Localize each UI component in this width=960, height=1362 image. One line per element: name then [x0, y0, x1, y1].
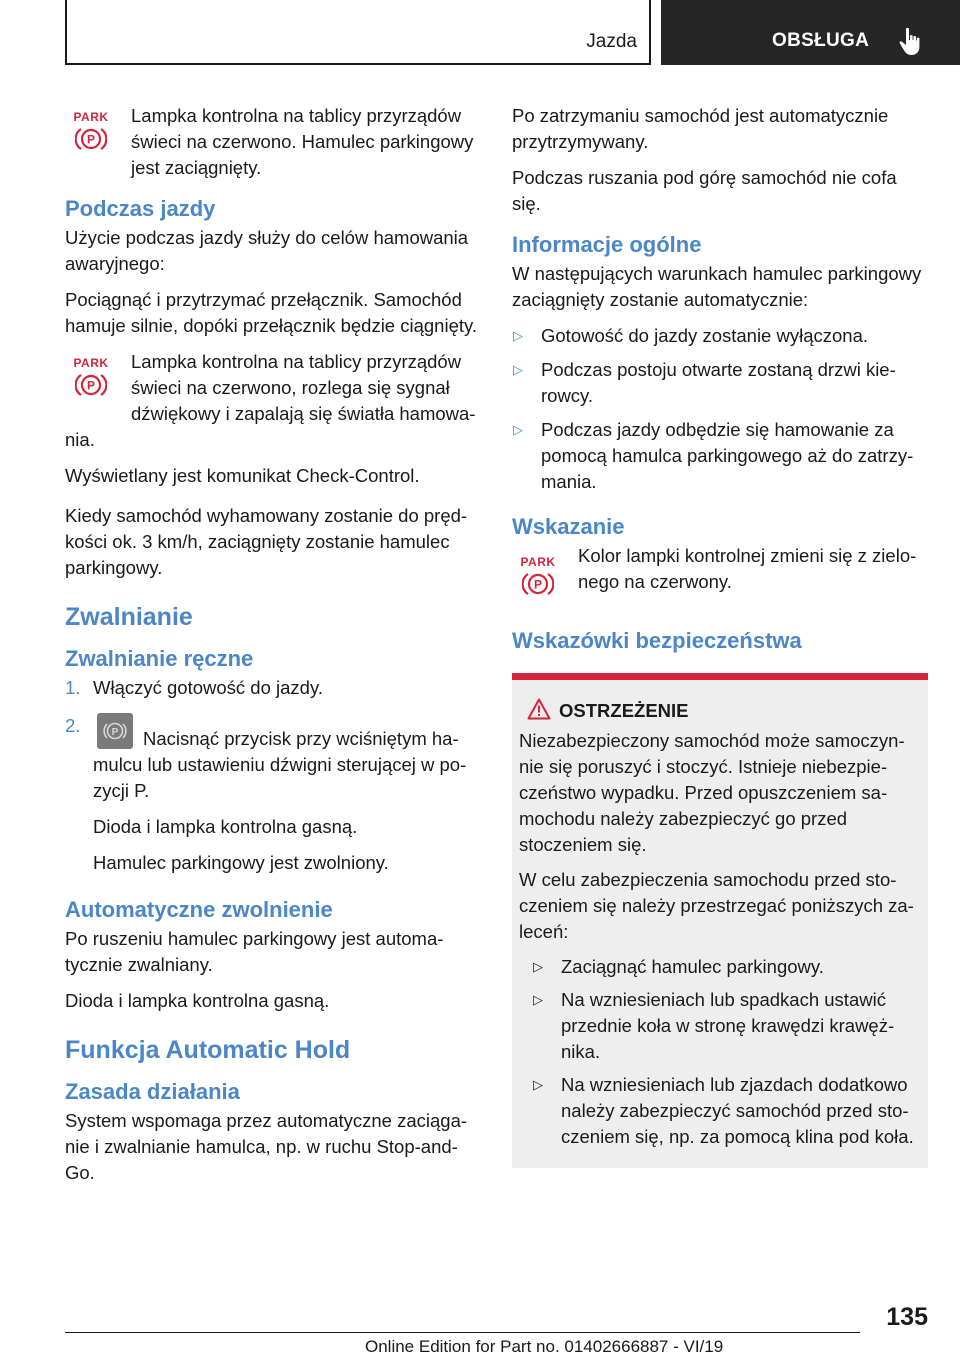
chapter-tab-label: OBSŁUGA [772, 30, 870, 51]
heading-zasada-dzialania: Zasada działania [65, 1079, 240, 1104]
list-item-text: Gotowość do jazdy zostanie wyłączona. [541, 325, 869, 346]
warning-header [519, 698, 920, 724]
warning-box [512, 673, 928, 1168]
park-note-1-text: Lampka kontrolna na tablicy przyrządów świeci na czerwono. Hamulec parkingowy jest zaciągnięty. [131, 105, 474, 178]
park-brake-warning-icon [518, 555, 558, 603]
svg-text:P: P [533, 577, 543, 592]
heading-zwalnianie: Zwalnianie [65, 603, 193, 631]
park-brake-circle-icon [75, 372, 107, 398]
heading-podczas-jazdy: Podczas jazdy [65, 196, 216, 221]
park-icon-label: PARK [73, 356, 109, 370]
parking-brake-button-icon [97, 713, 133, 749]
paragraph: Użycie podczas jazdy służy do celów hamowania awaryjnego: [65, 227, 469, 274]
step-note: Dioda i lampka kontrolna gasną. [93, 816, 358, 837]
step-number: 2. [65, 715, 81, 736]
heading-informacje-ogolne: Informacje ogólne [512, 232, 702, 257]
header-frame [65, 0, 651, 65]
list-item [512, 417, 928, 495]
park-note-1 [65, 103, 480, 181]
park-brake-circle-icon [522, 571, 554, 597]
heading-automatic-hold: Funkcja Automatic Hold [65, 1036, 351, 1064]
list-item [512, 357, 928, 409]
park-brake-circle-icon [75, 126, 107, 152]
warning-list-item [519, 987, 920, 1065]
svg-text:P: P [86, 132, 96, 147]
warning-title: OSTRZEŻENIE [559, 700, 689, 721]
footer-divider [65, 1332, 860, 1333]
heading-wskazanie: Wskazanie [512, 514, 625, 539]
paragraph: Po zatrzymaniu samochód jest automatycznie przytrzymywany. [512, 105, 889, 152]
page-header [0, 0, 960, 66]
park-icon-label: PARK [520, 555, 556, 569]
park-icon-wrap [65, 349, 131, 419]
step-item [65, 713, 480, 876]
paragraph: Pociągnąć i przytrzymać przełącznik. Samochód hamuje silnie, dopóki przełącznik będzie ciągnięty. [65, 289, 478, 336]
park-note-3 [512, 543, 928, 613]
warning-triangle-icon [527, 698, 551, 720]
warning-paragraph: W celu zabezpieczenia samochodu przed stoczeniem się należy przestrzegać poniższych zaleceń: [519, 869, 914, 942]
heading-wskazowki-bezpieczenstwa: Wskazówki bezpieczeństwa [512, 628, 802, 653]
bullet-triangle-icon: ▷ [513, 422, 523, 437]
paragraph: Wyświetlany jest komunikat Check-Control. [65, 465, 420, 486]
right-column [512, 103, 928, 1168]
section-title: Jazda [586, 31, 637, 52]
park-note-2-text: Lampka kontrolna na tablicy przyrządów świeci na czerwono, rozlega się sygnał dźwiękowy i zapalają się światła hamowania. [65, 351, 476, 450]
park-brake-warning-icon [71, 356, 111, 404]
heading-automatyczne-zwolnienie: Automatyczne zwolnienie [65, 897, 333, 922]
page-number: 135 [886, 1303, 928, 1331]
step-text: Nacisnąć przycisk przy wciśniętym hamulcu lub ustawieniu dźwigni sterującej w pozycji P. [93, 728, 467, 801]
step-number: 1. [65, 677, 81, 698]
step-item [65, 675, 480, 701]
paragraph: Po ruszeniu hamulec parkingowy jest automatycznie zwalniany. [65, 928, 444, 975]
park-icon-label: PARK [73, 110, 109, 124]
list-item-text: Podczas jazdy odbędzie się hamowanie za pomocą hamulca parkingowego aż do zatrzymania. [541, 419, 914, 492]
list-item-text: Na wzniesieniach lub zjazdach dodatkowo należy zabezpieczyć samochód przed stoczeniem się, np. za pomocą klina pod koła. [561, 1074, 914, 1147]
paragraph: Kiedy samochód wyhamowany zostanie do prędkości ok. 3 km/h, zaciągnięty zostanie hamulec parkingowy. [65, 505, 468, 578]
paragraph: W następujących warunkach hamulec parkingowy zaciągnięty zostanie automatycznie: [512, 263, 922, 310]
list-item-text: Na wzniesieniach lub spadkach ustawić przednie koła w stronę krawędzi krawężnika. [561, 989, 895, 1062]
bullet-triangle-icon: ▷ [533, 959, 543, 974]
warning-list-item [519, 1072, 920, 1150]
list-item-text: Zaciągnąć hamulec parkingowy. [561, 956, 824, 977]
warning-paragraph: Niezabezpieczony samochód może samoczynnie się poruszyć i stoczyć. Istnieje niebezpieczeństwo wypadku. Przed opuszczeniem samochodu należy zabezpieczyć go przed stoczeniem się. [519, 730, 905, 855]
step-note: Hamulec parkingowy jest zwolniony. [93, 852, 389, 873]
step-text: Włączyć gotowość do jazdy. [93, 677, 323, 698]
list-item [512, 323, 928, 349]
edition-note: Online Edition for Part no. 01402666887 - VI/19 [365, 1337, 724, 1356]
paragraph: System wspomaga przez automatyczne zaciąganie i zwalnianie hamulca, np. w ruchu Stop-and-Go. [65, 1110, 468, 1183]
bullet-triangle-icon: ▷ [533, 1077, 543, 1092]
park-note-2 [65, 349, 480, 453]
paragraph: Podczas ruszania pod górę samochód nie cofa się. [512, 167, 897, 214]
bullet-triangle-icon: ▷ [533, 992, 543, 1007]
hand-pointer-icon [897, 26, 925, 56]
left-column [65, 103, 480, 1196]
warning-list-item [519, 954, 920, 980]
heading-zwalnianie-reczne: Zwalnianie ręczne [65, 646, 254, 671]
svg-text:P: P [86, 378, 96, 393]
svg-text:P: P [111, 727, 119, 738]
bullet-triangle-icon: ▷ [513, 328, 523, 343]
list-item-text: Podczas postoju otwarte zostaną drzwi kierowcy. [541, 359, 896, 406]
chapter-tab [661, 0, 960, 65]
bullet-triangle-icon: ▷ [513, 362, 523, 377]
park-note-3-text: Kolor lampki kontrolnej zmieni się z zielonego na czerwony. [578, 545, 917, 592]
paragraph: Dioda i lampka kontrolna gasną. [65, 990, 330, 1011]
park-brake-warning-icon [71, 110, 111, 158]
